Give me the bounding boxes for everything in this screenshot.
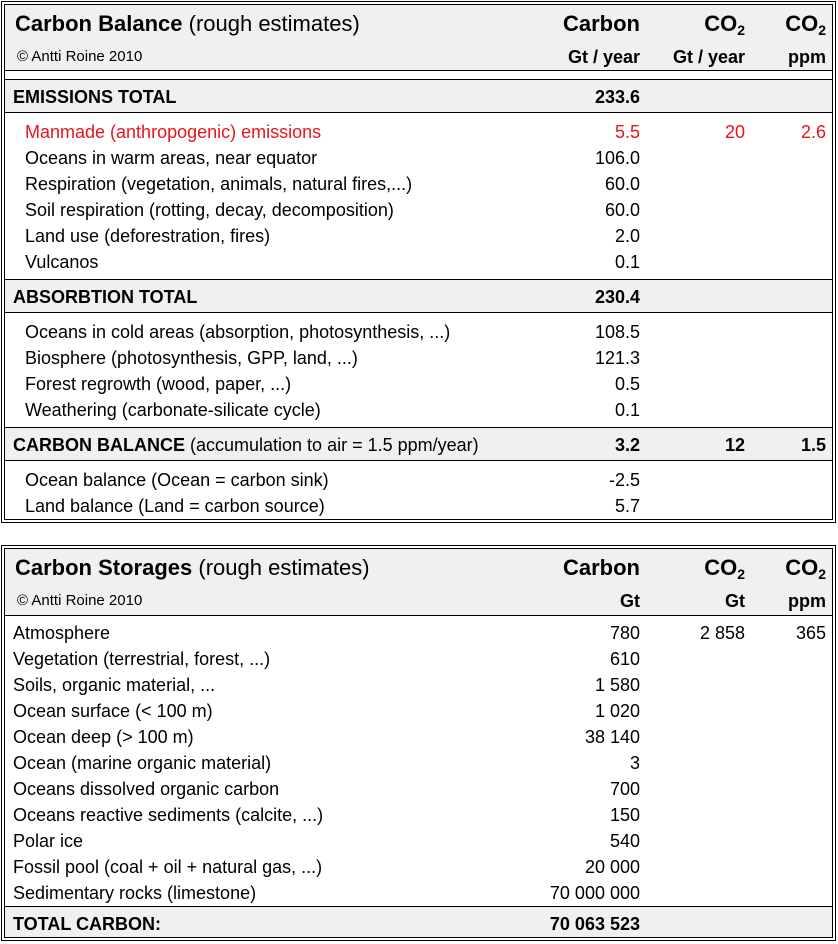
- row-label: Oceans in cold areas (absorption, photosynthesis, ...): [25, 322, 451, 342]
- row-carbon: -2.5: [608, 470, 640, 490]
- row-ppm: 365: [795, 623, 826, 643]
- co2-column-header: $CO_2$: [704, 11, 745, 38]
- row-carbon: 38 140: [584, 727, 640, 747]
- co2-unit-label: Gt: [725, 591, 745, 611]
- absorbtion-total-row: [5, 279, 832, 313]
- carbon-column-header: Carbon: [563, 555, 640, 580]
- emissions-total-label: EMISSIONS TOTAL: [13, 87, 177, 107]
- table-row: [5, 854, 832, 880]
- row-carbon: 106.0: [594, 148, 640, 168]
- emissions-total-row: [5, 79, 832, 113]
- row-ppm: 2.6: [800, 122, 826, 142]
- absorbtion-total-label: ABSORBTION TOTAL: [13, 287, 198, 307]
- row-carbon: 1 580: [594, 675, 640, 695]
- total-carbon-value: 70 063 523: [549, 914, 640, 934]
- row-label: Ocean deep (> 100 m): [13, 727, 194, 747]
- table-row: [5, 802, 832, 828]
- row-label: Oceans reactive sediments (calcite, ...): [13, 805, 324, 825]
- row-carbon: 150: [609, 805, 640, 825]
- row-carbon: 108.5: [594, 322, 640, 342]
- total-carbon-row: [5, 906, 832, 937]
- table-row: [5, 620, 832, 646]
- row-carbon: 60.0: [604, 174, 640, 194]
- table-row: [5, 672, 832, 698]
- row-label: Sedimentary rocks (limestone): [13, 883, 257, 903]
- row-co2: 2 858: [699, 623, 745, 643]
- carbon-balance-carbon: 3.2: [614, 435, 640, 455]
- table-row: [5, 776, 832, 802]
- carbon-balance-header: [5, 5, 832, 71]
- row-carbon: 540: [609, 831, 640, 851]
- row-label: Oceans dissolved organic carbon: [13, 779, 280, 799]
- co2-ppm-column-header: $CO_2$: [785, 555, 826, 582]
- ppm-unit-label: ppm: [788, 47, 826, 67]
- carbon-unit-label: Gt / year: [567, 47, 640, 67]
- row-label: Biosphere (photosynthesis, GPP, land, ...): [25, 348, 358, 368]
- row-label: Weathering (carbonate-silicate cycle): [25, 400, 321, 420]
- table-row: [5, 724, 832, 750]
- row-carbon: 3: [629, 753, 640, 773]
- table-row: [5, 880, 832, 906]
- row-carbon: 1 020: [594, 701, 640, 721]
- row-carbon: 0.1: [614, 400, 640, 420]
- table-row: [5, 249, 832, 275]
- table-row: [5, 171, 832, 197]
- carbon-balance-co2: 12: [724, 435, 745, 455]
- total-carbon-label: TOTAL CARBON:: [13, 914, 161, 934]
- carbon-balance-ppm: 1.5: [800, 435, 826, 455]
- table-row: [5, 467, 832, 493]
- row-carbon: 2.0: [614, 226, 640, 246]
- carbon-storages-frame: [4, 548, 833, 938]
- row-label: Oceans in warm areas, near equator: [25, 148, 318, 168]
- copyright-note: © Antti Roine 2010: [17, 48, 143, 65]
- row-carbon: 60.0: [604, 200, 640, 220]
- table-row: [5, 145, 832, 171]
- table-row: [5, 397, 832, 423]
- row-label: Atmosphere: [13, 623, 111, 643]
- emissions-total-value: 233.6: [594, 87, 640, 107]
- row-co2: 20: [724, 122, 745, 142]
- carbon-column-header: Carbon: [563, 11, 640, 36]
- table-row: [5, 371, 832, 397]
- table-row: [5, 698, 832, 724]
- row-label: Fossil pool (coal + oil + natural gas, ...): [13, 857, 323, 877]
- row-carbon: 5.7: [614, 496, 640, 516]
- row-label: Vulcanos: [25, 252, 99, 272]
- row-label: Ocean balance (Ocean = carbon sink): [25, 470, 329, 490]
- ppm-unit-label: ppm: [788, 591, 826, 611]
- absorbtion-total-value: 230.4: [594, 287, 640, 307]
- carbon-unit-label: Gt: [620, 591, 640, 611]
- row-label: Forest regrowth (wood, paper, ...): [25, 374, 292, 394]
- table-row: [5, 345, 832, 371]
- row-carbon: 0.5: [614, 374, 640, 394]
- carbon-balance-frame: [4, 4, 833, 520]
- row-label: Land use (deforestration, fires): [25, 226, 271, 246]
- table-row: [5, 646, 832, 672]
- row-carbon: 70 000 000: [549, 883, 640, 903]
- table-row: [5, 750, 832, 776]
- row-carbon: 0.1: [614, 252, 640, 272]
- row-carbon: 610: [609, 649, 640, 669]
- carbon-balance-row: [5, 427, 832, 461]
- table-row: [5, 828, 832, 854]
- row-carbon: 780: [609, 623, 640, 643]
- row-carbon: 121.3: [594, 348, 640, 368]
- co2-unit-label: Gt / year: [672, 47, 745, 67]
- carbon-storages-header: [5, 549, 832, 616]
- table-row: [5, 197, 832, 223]
- row-label: Ocean (marine organic material): [13, 753, 272, 773]
- row-carbon: 20 000: [584, 857, 640, 877]
- carbon-balance-label: CARBON BALANCE (accumulation to air = 1.5 ppm/year): [13, 435, 479, 455]
- row-label: Respiration (vegetation, animals, natural fires,...): [25, 174, 413, 194]
- co2-ppm-column-header: $CO_2$: [785, 11, 826, 38]
- table-row: [5, 223, 832, 249]
- table-row: [5, 119, 832, 145]
- row-label: Vegetation (terrestrial, forest, ...): [13, 649, 271, 669]
- row-label: Polar ice: [13, 831, 84, 851]
- row-label: Soil respiration (rotting, decay, decomposition): [25, 200, 394, 220]
- row-label: Ocean surface (< 100 m): [13, 701, 213, 721]
- row-label: Manmade (anthropogenic) emissions: [25, 122, 322, 142]
- row-label: Soils, organic material, ...: [13, 675, 216, 695]
- copyright-note: © Antti Roine 2010: [17, 592, 143, 609]
- row-carbon: 5.5: [614, 122, 640, 142]
- carbon-storages-table: [1, 545, 836, 941]
- table-row: [5, 319, 832, 345]
- row-carbon: 700: [609, 779, 640, 799]
- row-label: Land balance (Land = carbon source): [25, 496, 325, 516]
- co2-column-header: $CO_2$: [704, 555, 745, 582]
- storages-title: Carbon Storages (rough estimates): [15, 555, 370, 580]
- table-row: [5, 493, 832, 519]
- carbon-balance-table: [1, 1, 836, 523]
- page-title: Carbon Balance (rough estimates): [15, 11, 360, 36]
